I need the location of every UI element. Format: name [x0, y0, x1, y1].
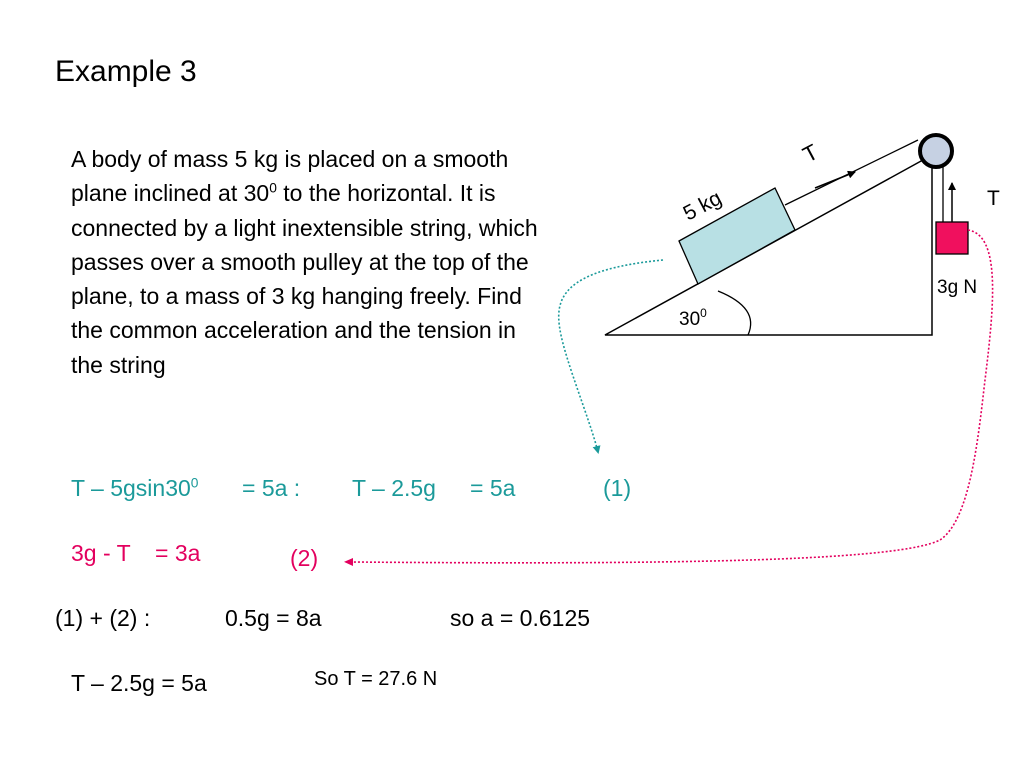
degree-superscript: 0 [269, 180, 277, 196]
tension-result: So T = 27.6 N [314, 668, 438, 690]
problem-text-part1: A body of mass 5 kg is placed on a smooth plane inclined at 30 [71, 146, 509, 207]
sum-label: (1) + (2) : [55, 605, 151, 631]
angle-arc [718, 291, 751, 335]
angle-label [679, 306, 707, 330]
hanging-mass-3kg [936, 222, 968, 254]
problem-text-part2: to the horizontal. It is connected by a light inextensible string, which passes over a smooth pulley at the top of the plane, to a mass of 3 kg hanging freely. Find the common acceleration and the tension in the string [71, 180, 538, 378]
acceleration-result: so a = 0.6125 [450, 605, 591, 631]
connector-mass-to-eq2 [352, 230, 993, 563]
eq1-superscript: 0 [190, 475, 199, 491]
equation-2-left: 3g - T [71, 540, 131, 566]
slide-title: Example 3 [55, 55, 197, 88]
mass-label: 5 kg [679, 186, 726, 226]
pulley [920, 135, 952, 167]
tension-label-slope: T [798, 139, 823, 168]
equation-1-number: (1) [603, 475, 632, 501]
eq1-left-text: T – 5gsin30 [71, 475, 191, 501]
equation-1-mid: = 5a : [242, 475, 301, 501]
tension-equation: T – 2.5g = 5a [71, 670, 207, 696]
connector-block-to-eq1 [559, 260, 663, 452]
angle-label-sup: 0 [700, 306, 707, 320]
sum-equation: 0.5g = 8a [225, 605, 322, 631]
equation-2-right: = 3a [155, 540, 201, 566]
tension-arrow-slope [815, 172, 855, 188]
equation-2-number: (2) [290, 545, 319, 571]
equation-1-right: T – 2.5g [352, 475, 436, 501]
equation-1-right-b: = 5a [470, 475, 516, 501]
angle-label-value: 30 [679, 309, 701, 330]
weight-label: 3g N [937, 277, 978, 298]
tension-label-vertical: T [987, 187, 1000, 210]
